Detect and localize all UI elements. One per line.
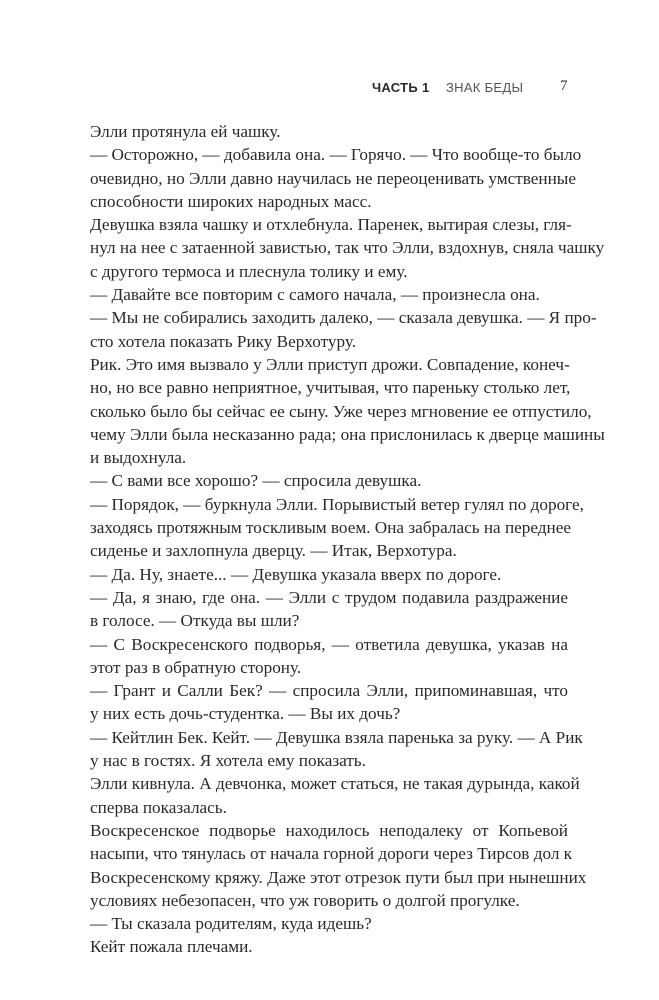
text-line: — Порядок, — буркнула Элли. Порывистый ветер гулял по дороге, — [90, 494, 584, 514]
part-label: ЧАСТЬ 1 — [372, 80, 430, 95]
section-title: ЗНАК БЕДЫ — [446, 80, 524, 95]
text-line: очевидно, но Элли давно научилась не переоценивать умственные — [90, 168, 576, 188]
text-line: Воскресенское подворье находилось неподалеку от Копьевой — [90, 820, 568, 840]
text-line: — Ты сказала родителям, куда идешь? — [90, 914, 372, 934]
text-line: Элли кивнула. А девчонка, может статься, не такая дурында, какой — [90, 774, 580, 794]
text-line: насыпи, что тянулась от начала горной дороги через Тирсов дол к — [90, 844, 573, 864]
text-line: заходясь протяжным тоскливым воем. Она забралась на переднее — [90, 518, 571, 538]
text-line: — Осторожно, — добавила она. — Горячо. — Что вообще-то было — [90, 145, 582, 165]
text-line: с другого термоса и плеснула толику и ему. — [90, 261, 408, 281]
text-line: Рик. Это имя вызвало у Элли приступ дрожи. Совпадение, конеч- — [90, 354, 570, 374]
text-line: нул на нее с затаенной завистью, так что Элли, вздохнув, сняла чашку — [90, 238, 605, 258]
text-line: у нас в гостях. Я хотела ему показать. — [90, 751, 366, 771]
text-line: сиденье и захлопнула дверцу. — Итак, Верхотура. — [90, 541, 457, 561]
page-number: 7 — [560, 78, 568, 94]
text-line: — Да, я знаю, где она. — Элли с трудом подавила раздражение — [90, 587, 568, 607]
text-line: этот раз в обратную сторону. — [90, 657, 302, 677]
text-line: — Да. Ну, знаете... — Девушка указала вверх по дороге. — [90, 564, 502, 584]
text-line: — С вами все хорошо? — спросила девушка. — [90, 471, 422, 491]
text-line: Кейт пожала плечами. — [90, 937, 253, 957]
text-line: сколько было бы сейчас ее сыну. Уже через мгновение ее отпустило, — [90, 401, 592, 421]
text-line: — Грант и Салли Бек? — спросила Элли, припоминавшая, что — [90, 681, 568, 701]
running-header — [372, 78, 659, 98]
text-line: и выдохнула. — [90, 448, 187, 468]
text-line: сто хотела показать Рику Верхотуру. — [90, 331, 357, 351]
text-line: — Кейтлин Бек. Кейт. — Девушка взяла паренька за руку. — А Рик — [90, 727, 583, 747]
text-line: — С Воскресенского подворья, — ответила девушка, указав на — [90, 634, 568, 654]
text-line: чему Элли была несказанно рада; она прислонилась к дверце машины — [90, 424, 605, 444]
text-line: Воскресенскому кряжу. Даже этот отрезок пути был при нынешних — [90, 867, 587, 887]
text-line: у них есть дочь-студентка. — Вы их дочь? — [90, 704, 401, 724]
text-line: в голосе. — Откуда вы шли? — [90, 611, 300, 631]
body-text — [90, 120, 605, 959]
text-line: Элли протянула ей чашку. — [90, 122, 281, 141]
text-line: — Мы не собирались заходить далеко, — сказала девушка. — Я про- — [90, 308, 597, 328]
text-line: но, но все равно неприятное, учитывая, что пареньку столько лет, — [90, 378, 571, 398]
text-line: сперва показалась. — [90, 797, 227, 817]
text-line: условиях небезопасен, что уж говорить о долгой прогулке. — [90, 890, 520, 910]
text-line: способности широких народных масс. — [90, 191, 372, 211]
text-line: Девушка взяла чашку и отхлебнула. Паренек, вытирая слезы, гля- — [90, 215, 572, 235]
text-line: — Давайте все повторим с самого начала, — произнесла она. — [90, 285, 540, 305]
